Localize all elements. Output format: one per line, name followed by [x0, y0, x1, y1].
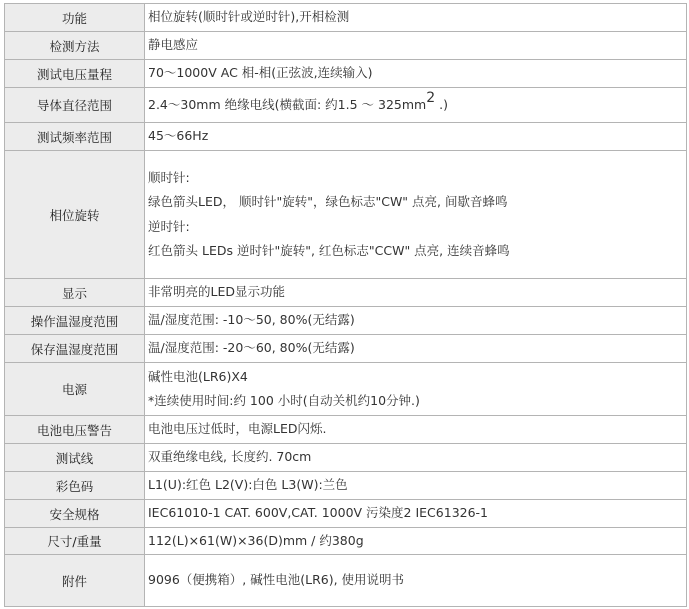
- row-value: [145, 444, 687, 472]
- row-value: [145, 555, 687, 607]
- value-line: 电池电压过低时，电源LED闪烁.: [148, 421, 327, 437]
- value-line: *连续使用时间:约 100 小时(自动关机约10分钟.): [148, 393, 420, 408]
- row-label: 测试线: [5, 444, 145, 472]
- row-value: [145, 472, 687, 500]
- table-row: [5, 555, 687, 607]
- row-label: 相位旋转: [5, 151, 145, 279]
- value-line: 双重绝缘电线, 长度约. 70cm: [148, 449, 312, 465]
- row-value: [145, 500, 687, 528]
- row-label: 功能: [5, 4, 145, 32]
- table-row: [5, 363, 687, 416]
- table-row: [5, 472, 687, 500]
- row-value: [145, 60, 687, 88]
- value-line: 相位旋转(顺时针或逆时针),开相检测: [148, 9, 350, 25]
- table-row: [5, 528, 687, 555]
- table-row: [5, 32, 687, 60]
- row-label: 安全规格: [5, 500, 145, 528]
- row-label: 操作温湿度范围: [5, 307, 145, 335]
- value-text: 2.4～30mm 绝缘电线(横截面: 约1.5 ～ 325mm: [148, 96, 427, 112]
- value-line: 逆时针:: [148, 218, 190, 234]
- table-row: [5, 151, 687, 279]
- table-row: [5, 88, 687, 123]
- row-label: 导体直径范围: [5, 88, 145, 123]
- value-line: 70～1000V AC 相-相(正弦波,连续输入): [148, 65, 373, 81]
- row-label: 显示: [5, 279, 145, 307]
- value-line: 112(L)×61(W)×36(D)mm / 约380g: [148, 532, 364, 548]
- row-label: 保存温湿度范围: [5, 335, 145, 363]
- value-line: 顺时针:: [148, 169, 190, 185]
- value-text: .): [435, 96, 448, 112]
- table-row: [5, 4, 687, 32]
- row-value: [145, 363, 687, 416]
- table-row: [5, 416, 687, 444]
- superscript: 2: [426, 89, 436, 106]
- table-row: [5, 500, 687, 528]
- row-value: [145, 335, 687, 363]
- row-value: [145, 32, 687, 60]
- value-line: [148, 89, 686, 118]
- value-line: 温/湿度范围: -10～50, 80%(无结露): [148, 312, 355, 328]
- row-label: 彩色码: [5, 472, 145, 500]
- table-row: [5, 60, 687, 88]
- value-line: L1(U):红色 L2(V):白色 L3(W):兰色: [148, 477, 348, 493]
- value-line: 红色箭头 LEDs 逆时针"旋转", 红色标志"CCW" 点亮, 连续音蜂鸣: [148, 243, 510, 258]
- row-label: 电源: [5, 363, 145, 416]
- value-line: 9096（便携箱）, 碱性电池(LR6), 使用说明书: [148, 572, 405, 588]
- value-line: 绿色箭头LED， 顺时针"旋转"，绿色标志"CW" 点亮, 间歇音蜂鸣: [148, 194, 508, 209]
- row-label: 电池电压警告: [5, 416, 145, 444]
- value-line: 温/湿度范围: -20～60, 80%(无结露): [148, 340, 355, 356]
- table-row: [5, 307, 687, 335]
- row-value: [145, 528, 687, 555]
- value-line: 非常明亮的LED显示功能: [148, 284, 285, 300]
- row-value: [145, 4, 687, 32]
- value-line: 45～66Hz: [148, 128, 209, 144]
- row-value: [145, 123, 687, 151]
- spec-table: [4, 3, 687, 607]
- row-label: 检测方法: [5, 32, 145, 60]
- table-row: [5, 444, 687, 472]
- row-value: [145, 416, 687, 444]
- row-value: [145, 279, 687, 307]
- table-row: [5, 279, 687, 307]
- row-label: 测试频率范围: [5, 123, 145, 151]
- value-line: IEC61010-1 CAT. 600V,CAT. 1000V 污染度2 IEC61326-1: [148, 505, 489, 521]
- value-line: 碱性电池(LR6)X4: [148, 368, 248, 384]
- row-label: 尺寸/重量: [5, 528, 145, 555]
- row-value: [145, 88, 687, 123]
- row-value: [145, 151, 687, 279]
- table-row: [5, 123, 687, 151]
- row-label: 附件: [5, 555, 145, 607]
- table-row: [5, 335, 687, 363]
- row-value: [145, 307, 687, 335]
- row-label: 测试电压量程: [5, 60, 145, 88]
- value-line: 静电感应: [148, 37, 199, 53]
